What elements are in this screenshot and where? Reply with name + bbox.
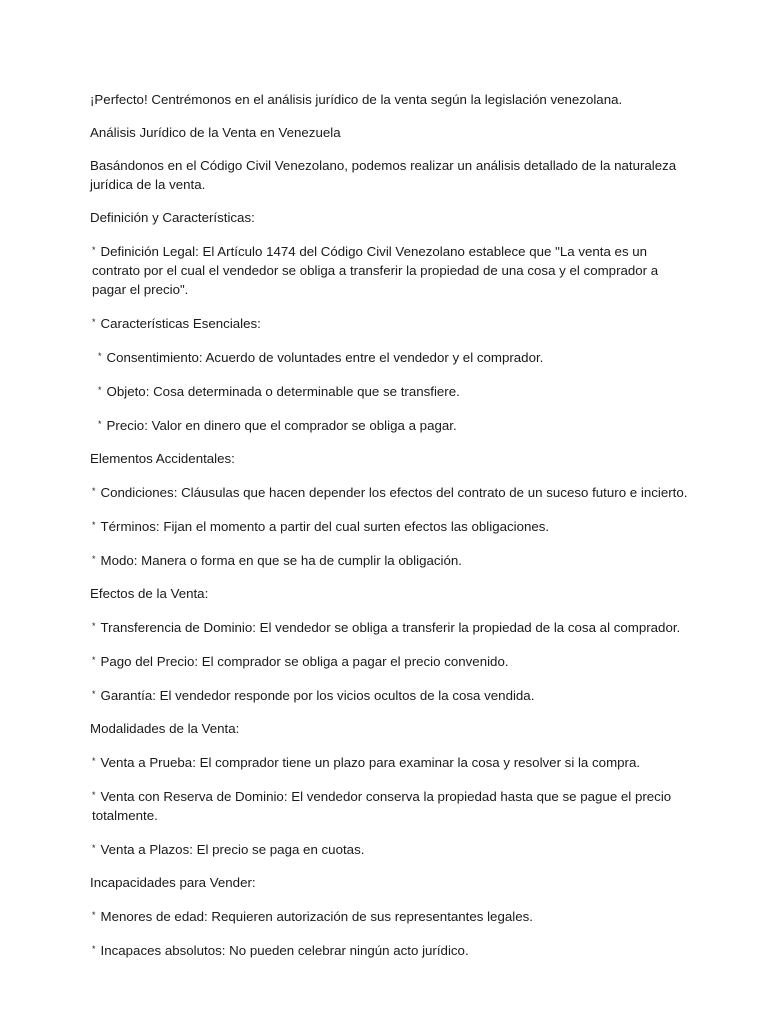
bullet-marker: * (92, 621, 96, 631)
bullet-marker: * (98, 385, 102, 395)
list-item (90, 940, 690, 960)
list-item (90, 381, 690, 401)
bullet-marker: * (92, 790, 96, 800)
paragraph (90, 873, 690, 892)
paragraph (90, 123, 690, 142)
bullet-marker: * (92, 655, 96, 665)
paragraph-text: Definición Legal: El Artículo 1474 del Código Civil Venezolano establece que "La venta es un contrato por el cual el vendedor se obliga a transferir la propiedad de una cosa y el comprador a pagar el precio". (92, 244, 659, 297)
paragraph-text: Análisis Jurídico de la Venta en Venezuela (90, 125, 341, 140)
paragraph-text: Menores de edad: Requieren autorización de sus representantes legales. (100, 909, 533, 924)
list-item (90, 685, 690, 705)
list-item (90, 313, 690, 333)
paragraph (90, 208, 690, 227)
paragraph-text: Condiciones: Cláusulas que hacen depender los efectos del contrato de un suceso futuro e incierto. (100, 485, 688, 500)
document-body (90, 90, 690, 974)
bullet-marker: * (92, 520, 96, 530)
bullet-marker: * (92, 486, 96, 496)
paragraph-text: Elementos Accidentales: (90, 451, 235, 466)
paragraph-text: Basándonos en el Código Civil Venezolano, podemos realizar un análisis detallado de la naturaleza jurídica de la venta. (90, 158, 677, 192)
paragraph-text: Incapaces absolutos: No pueden celebrar ningún acto jurídico. (100, 943, 469, 958)
list-item (90, 786, 690, 825)
bullet-marker: * (92, 317, 96, 327)
paragraph-text: Precio: Valor en dinero que el comprador se obliga a pagar. (106, 418, 457, 433)
paragraph-text: Transferencia de Dominio: El vendedor se obliga a transferir la propiedad de la cosa al comprador. (100, 620, 681, 635)
bullet-marker: * (92, 910, 96, 920)
paragraph-text: Venta a Plazos: El precio se paga en cuotas. (100, 842, 365, 857)
list-item (90, 347, 690, 367)
list-item (90, 839, 690, 859)
paragraph-text: Modo: Manera o forma en que se ha de cumplir la obligación. (100, 553, 462, 568)
bullet-marker: * (98, 351, 102, 361)
bullet-marker: * (92, 245, 96, 255)
paragraph-text: Términos: Fijan el momento a partir del cual surten efectos las obligaciones. (100, 519, 550, 534)
list-item (90, 516, 690, 536)
paragraph-text: Objeto: Cosa determinada o determinable que se transfiere. (106, 384, 460, 399)
paragraph-text: Incapacidades para Vender: (90, 875, 256, 890)
paragraph-text: Venta con Reserva de Dominio: El vendedor conserva la propiedad hasta que se pague el precio totalmente. (92, 789, 672, 823)
paragraph-text: ¡Perfecto! Centrémonos en el análisis jurídico de la venta según la legislación venezolana. (90, 92, 623, 107)
paragraph (90, 719, 690, 738)
list-item (90, 906, 690, 926)
bullet-marker: * (98, 419, 102, 429)
paragraph-text: Efectos de la Venta: (90, 586, 209, 601)
list-item (90, 752, 690, 772)
bullet-marker: * (92, 756, 96, 766)
bullet-marker: * (92, 944, 96, 954)
paragraph-text: Venta a Prueba: El comprador tiene un plazo para examinar la cosa y resolver si la compra. (100, 755, 641, 770)
paragraph-text: Características Esenciales: (100, 316, 261, 331)
paragraph-text: Consentimiento: Acuerdo de voluntades entre el vendedor y el comprador. (106, 350, 544, 365)
paragraph (90, 90, 690, 109)
paragraph-text: Garantía: El vendedor responde por los vicios ocultos de la cosa vendida. (100, 688, 535, 703)
paragraph-text: Modalidades de la Venta: (90, 721, 240, 736)
list-item (90, 241, 690, 299)
paragraph (90, 156, 690, 194)
bullet-marker: * (92, 689, 96, 699)
list-item (90, 651, 690, 671)
list-item (90, 482, 690, 502)
list-item (90, 617, 690, 637)
bullet-marker: * (92, 843, 96, 853)
list-item (90, 550, 690, 570)
paragraph-text: Pago del Precio: El comprador se obliga a pagar el precio convenido. (100, 654, 509, 669)
paragraph (90, 584, 690, 603)
bullet-marker: * (92, 554, 96, 564)
list-item (90, 415, 690, 435)
paragraph-text: Definición y Características: (90, 210, 255, 225)
paragraph (90, 449, 690, 468)
